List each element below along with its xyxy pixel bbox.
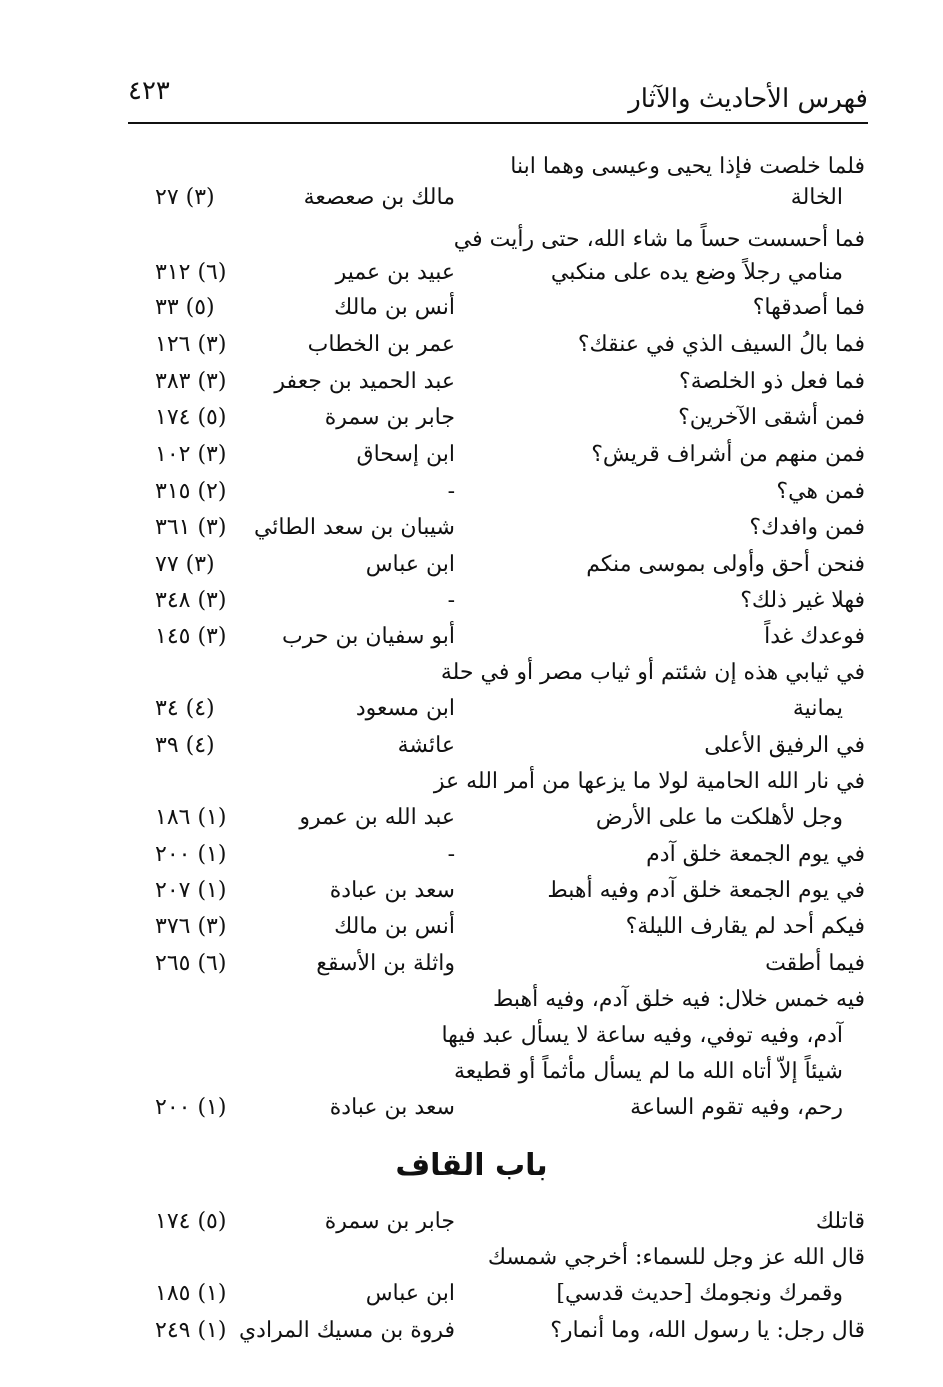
narrator-name: عبد الله بن عمرو xyxy=(299,805,455,830)
section-heading: باب القاف xyxy=(395,1148,548,1183)
narrator-name: سعد بن عبادة xyxy=(329,1095,455,1120)
hadith-text-line: فيكم أحد لم يقارف الليلة؟ xyxy=(625,914,865,939)
volume-page-reference: (٥) ٣٣ xyxy=(155,295,215,320)
narrator-name: - xyxy=(447,842,455,867)
volume-page-reference: (٣) ١٢٦ xyxy=(155,332,227,357)
volume-page-reference: (١) ٢٠٧ xyxy=(155,878,227,903)
volume-page-reference: (١) ١٨٦ xyxy=(155,805,227,830)
hadith-text-line: فما بالُ السيف الذي في عنقك؟ xyxy=(577,332,865,357)
hadith-text-line: في الرفيق الأعلى xyxy=(704,733,865,758)
volume-page-reference: (٥) ١٧٤ xyxy=(155,1209,227,1234)
hadith-text-line: الخالة xyxy=(790,185,843,210)
hadith-text-line: قال الله عز وجل للسماء: أخرجي شمسك xyxy=(487,1245,865,1270)
volume-page-reference: (٣) ٣٤٨ xyxy=(155,588,227,613)
narrator-name: جابر بن سمرة xyxy=(324,1209,455,1234)
hadith-text-line: فيه خمس خلال: فيه خلق آدم، وفيه أهبط xyxy=(492,987,865,1012)
narrator-name: ابن عباس xyxy=(365,1281,455,1306)
page-number: ٤٢٣ xyxy=(128,76,170,106)
volume-page-reference: (٤) ٣٩ xyxy=(155,733,215,758)
narrator-name: أنس بن مالك xyxy=(334,914,455,939)
narrator-name: ابن مسعود xyxy=(355,696,455,721)
narrator-name: جابر بن سمرة xyxy=(324,405,455,430)
volume-page-reference: (٤) ٣٤ xyxy=(155,696,215,721)
volume-page-reference: (٣) ٢٧ xyxy=(155,185,215,210)
volume-page-reference: (٣) ٣٨٣ xyxy=(155,369,227,394)
hadith-text-line: وجل لأهلكت ما على الأرض xyxy=(595,805,843,830)
hadith-text-line: في ثيابي هذه إن شئتم أو ثياب مصر أو في حلة xyxy=(440,660,865,685)
hadith-text-line: فيما أطقت xyxy=(765,951,865,976)
hadith-text-line: في يوم الجمعة خلق آدم xyxy=(646,842,865,867)
hadith-text-line: منامي رجلاً وضع يده على منكبي xyxy=(550,260,843,285)
hadith-text-line: يمانية xyxy=(792,696,843,721)
narrator-name: شيبان بن سعد الطائي xyxy=(253,515,455,540)
volume-page-reference: (٥) ١٧٤ xyxy=(155,405,227,430)
narrator-name: أنس بن مالك xyxy=(334,295,455,320)
narrator-name: أبو سفيان بن حرب xyxy=(282,624,455,649)
hadith-text-line: قاتلك xyxy=(815,1209,865,1234)
hadith-text-line: آدم، وفيه توفي، وفيه ساعة لا يسأل عبد فيها xyxy=(441,1023,843,1048)
volume-page-reference: (١) ٢٤٩ xyxy=(155,1318,227,1343)
narrator-name: عبيد بن عمير xyxy=(335,260,455,285)
hadith-text-line: قال رجل: يا رسول الله، وما أنمار؟ xyxy=(550,1318,865,1343)
hadith-text-line: رحم، وفيه تقوم الساعة xyxy=(630,1095,843,1120)
volume-page-reference: (٣) ٧٧ xyxy=(155,552,215,577)
volume-page-reference: (٣) ٣٧٦ xyxy=(155,914,227,939)
hadith-text-line: في نار الله الحامية لولا ما يزعها من أمر الله عز xyxy=(433,769,865,794)
hadith-text-line: فمن منهم من أشراف قريش؟ xyxy=(591,442,865,467)
volume-page-reference: (٣) ١٤٥ xyxy=(155,624,227,649)
narrator-name: سعد بن عبادة xyxy=(329,878,455,903)
hadith-text-line: فمن أشقى الآخرين؟ xyxy=(678,405,865,430)
volume-page-reference: (١) ٢٠٠ xyxy=(155,842,227,867)
hadith-text-line: فما أصدقها؟ xyxy=(752,295,865,320)
narrator-name: واثلة بن الأسقع xyxy=(316,951,455,976)
narrator-name: ابن عباس xyxy=(365,552,455,577)
volume-page-reference: (٢) ٣١٥ xyxy=(155,479,227,504)
volume-page-reference: (٣) ١٠٢ xyxy=(155,442,227,467)
running-title: فهرس الأحاديث والآثار xyxy=(628,84,868,114)
narrator-name: عائشة xyxy=(397,733,455,758)
narrator-name: مالك بن صعصعة xyxy=(303,185,455,210)
hadith-text-line: فهلا غير ذلك؟ xyxy=(740,588,865,613)
hadith-text-line: فما أحسست حساً ما شاء الله، حتى رأيت في xyxy=(453,227,865,252)
hadith-text-line: شيئاً إلاّ أتاه الله ما لم يسأل مأثماً أو قطيعة xyxy=(453,1059,843,1084)
narrator-name: عمر بن الخطاب xyxy=(307,332,455,357)
volume-page-reference: (٣) ٣٦١ xyxy=(155,515,227,540)
hadith-text-line: في يوم الجمعة خلق آدم وفيه أهبط xyxy=(547,878,865,903)
page-header xyxy=(128,72,868,124)
hadith-text-line: فلما خلصت فإذا يحيى وعيسى وهما ابنا xyxy=(510,154,865,179)
hadith-text-line: فمن هي؟ xyxy=(776,479,865,504)
volume-page-reference: (٦) ٣١٢ xyxy=(155,260,227,285)
narrator-name: عبد الحميد بن جعفر xyxy=(274,369,455,394)
volume-page-reference: (١) ٢٠٠ xyxy=(155,1095,227,1120)
hadith-text-line: وقمرك ونجومك [حديث قدسي] xyxy=(556,1281,843,1306)
hadith-text-line: فوعدك غداً xyxy=(764,624,865,649)
hadith-text-line: فما فعل ذو الخلصة؟ xyxy=(679,369,865,394)
hadith-text-line: فمن وافدك؟ xyxy=(749,515,865,540)
narrator-name: - xyxy=(447,479,455,504)
volume-page-reference: (٦) ٢٦٥ xyxy=(155,951,227,976)
narrator-name: - xyxy=(447,588,455,613)
narrator-name: ابن إسحاق xyxy=(356,442,455,467)
narrator-name: فروة بن مسيك المرادي xyxy=(238,1318,455,1343)
hadith-text-line: فنحن أحق وأولى بموسى منكم xyxy=(586,552,865,577)
volume-page-reference: (١) ١٨٥ xyxy=(155,1281,227,1306)
